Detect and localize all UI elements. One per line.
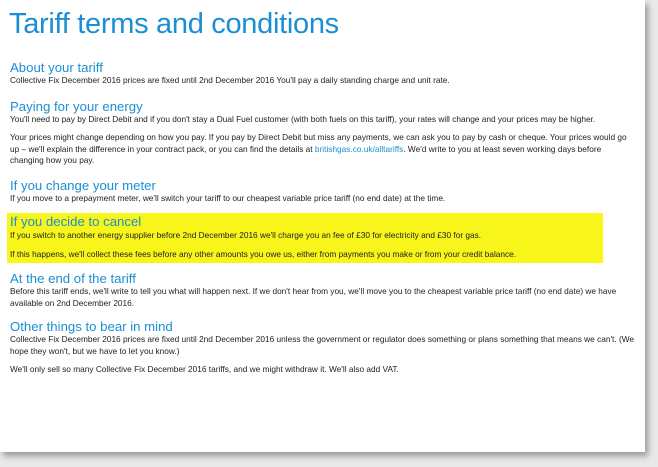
section-other xyxy=(10,319,635,376)
section-about xyxy=(10,60,635,87)
alltariffs-link[interactable]: britishgas.co.uk/alltariffs xyxy=(314,143,404,154)
section-text-meter: If you move to a prepayment meter, we'll switch your tariff to our cheapest variable price tariff (no end date) at the time. xyxy=(10,192,446,203)
section-heading-about: About your tariff xyxy=(10,60,103,75)
section-text-other-2: We'll only sell so many Collective Fix December 2016 tariffs, and we might withdraw it. We'll also add VAT. xyxy=(10,364,399,374)
section-text-cancel-1: If you switch to another energy supplier before 2nd December 2016 we'll charge you an fee of £30 for electricity and £30 for gas. xyxy=(10,230,482,240)
section-heading-end: At the end of the tariff xyxy=(10,271,136,286)
section-heading-other: Other things to bear in mind xyxy=(10,319,173,334)
page-title: Tariff terms and conditions xyxy=(9,8,339,40)
section-paying xyxy=(10,99,635,167)
section-text-other-1: Collective Fix December 2016 prices are fixed until 2nd December 2016 unless the government or regulator does something or plans something that means we can't. (We hope they won't, but we have to let you know.) xyxy=(10,334,635,356)
paying-text-after-link: . We'd write to you at least seven working days before changing how you pay. xyxy=(10,143,602,165)
section-end xyxy=(10,271,635,309)
section-text-about: Collective Fix December 2016 prices are fixed until 2nd December 2016 You'll pay a daily standing charge and unit rate. xyxy=(10,75,450,85)
section-text-paying-1: You'll need to pay by Direct Debit and if you don't stay a Dual Fuel customer (with both fuels on this tariff), your rates will change and your prices may be higher. xyxy=(10,113,596,124)
section-cancel-highlighted xyxy=(7,213,603,263)
section-heading-meter: If you change your meter xyxy=(10,177,156,193)
section-heading-cancel: If you decide to cancel xyxy=(10,214,142,229)
section-text-paying-2 xyxy=(10,132,635,167)
section-meter xyxy=(10,178,635,205)
section-text-cancel-2: If this happens, we'll collect these fees before any other amounts you owe us, either from payments you make or from your credit balance. xyxy=(10,248,517,259)
paying-text-before-link: Your prices might change depending on how you pay. If you pay by Direct Debit but miss any payments, we can ask you to pay by cash or cheque. Your prices would go up – we'll explain the difference in your contract pack, or you can find the details at xyxy=(10,132,627,154)
section-heading-paying: Paying for your energy xyxy=(10,98,143,114)
section-text-end: Before this tariff ends, we'll write to tell you what will happen next. If we don't hear from you, we'll move you to the cheapest variable price tariff (no end date) we have available on 2nd December 2016. xyxy=(10,286,617,308)
